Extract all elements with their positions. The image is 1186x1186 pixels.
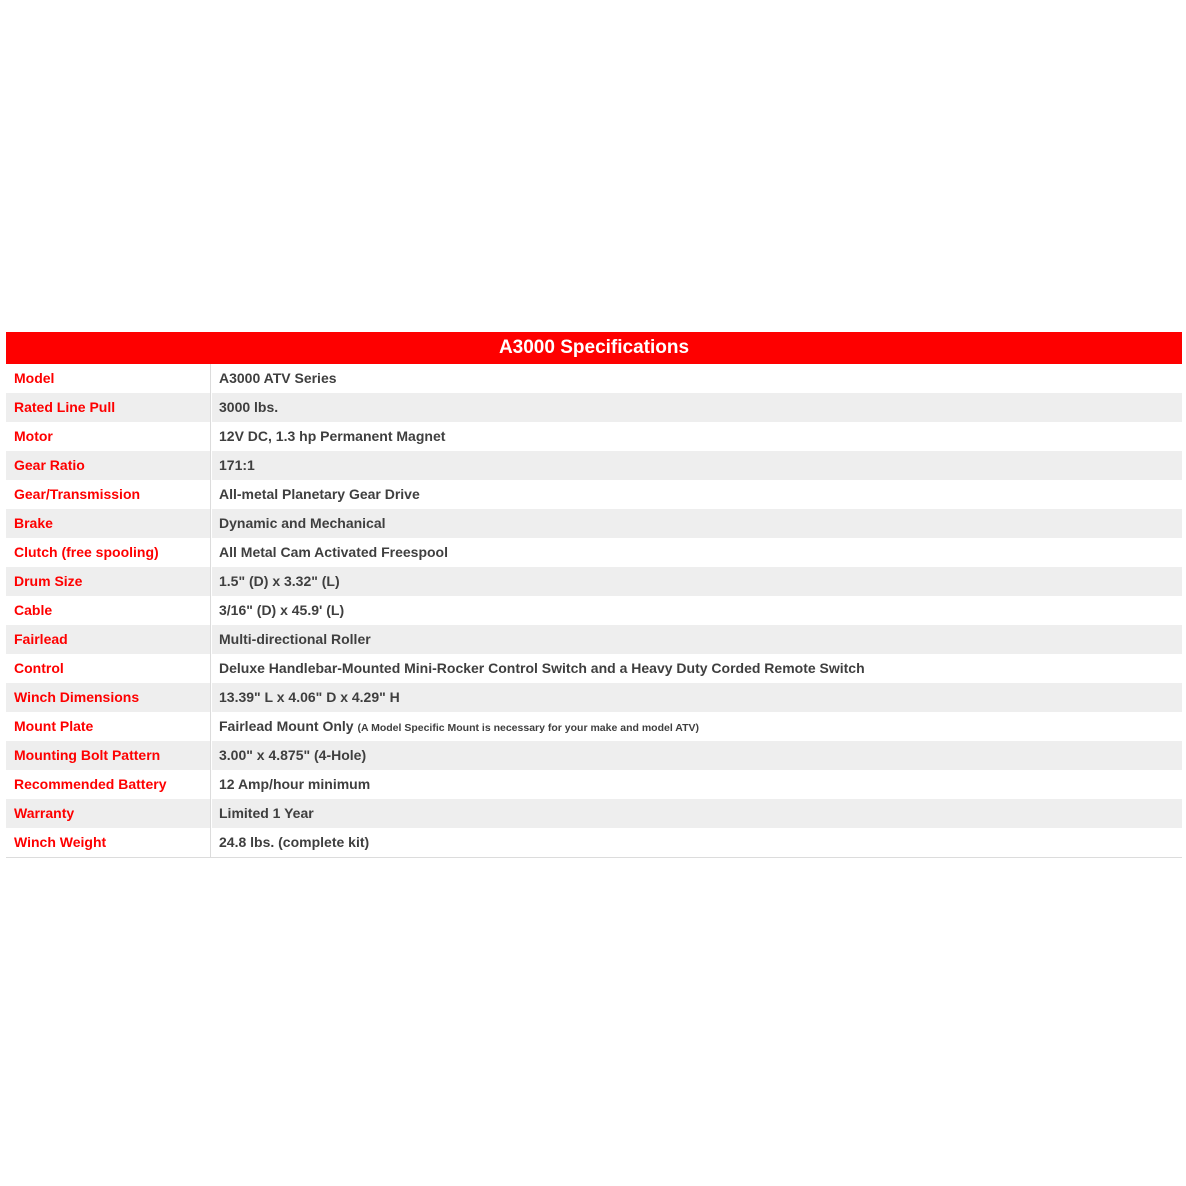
spec-table xyxy=(6,332,1182,858)
spec-row xyxy=(6,567,1182,596)
spec-row xyxy=(6,683,1182,712)
spec-row xyxy=(6,625,1182,654)
spec-row-value xyxy=(211,828,1182,857)
spec-row-value xyxy=(211,480,1182,509)
spec-row-value xyxy=(211,654,1182,683)
spec-row xyxy=(6,480,1182,509)
spec-row xyxy=(6,538,1182,567)
spec-row-label: Drum Size xyxy=(6,567,211,596)
spec-row-value xyxy=(211,364,1182,393)
spec-row-value-text: 3000 lbs. xyxy=(219,399,279,415)
spec-row-value-note: (A Model Specific Mount is necessary for your make and model ATV) xyxy=(357,722,699,734)
spec-row-value xyxy=(211,422,1182,451)
spec-row-value-text: 1.5" (D) x 3.32" (L) xyxy=(219,573,340,589)
spec-row-value-text: 3/16" (D) x 45.9' (L) xyxy=(219,602,345,618)
spec-row-value-text: All Metal Cam Activated Freespool xyxy=(219,544,448,560)
spec-row-value-text: Deluxe Handlebar-Mounted Mini-Rocker Control Switch and a Heavy Duty Corded Remote Switch xyxy=(219,660,865,676)
spec-row-value xyxy=(211,799,1182,828)
spec-row-value-text: All-metal Planetary Gear Drive xyxy=(219,486,420,502)
spec-row-label: Clutch (free spooling) xyxy=(6,538,211,567)
spec-row-value-text: Dynamic and Mechanical xyxy=(219,515,386,531)
spec-row-label: Winch Dimensions xyxy=(6,683,211,712)
spec-row xyxy=(6,799,1182,828)
spec-row-value-text: Fairlead Mount Only xyxy=(219,718,354,734)
spec-row-label: Winch Weight xyxy=(6,828,211,857)
spec-row-label: Motor xyxy=(6,422,211,451)
spec-row xyxy=(6,654,1182,683)
spec-row-value xyxy=(211,538,1182,567)
spec-row-label: Model xyxy=(6,364,211,393)
spec-row-value-text: 3.00" x 4.875" (4-Hole) xyxy=(219,747,367,763)
spec-rows xyxy=(6,364,1182,857)
spec-row-value xyxy=(211,712,1182,741)
spec-row-value xyxy=(211,683,1182,712)
spec-row-value-text: 171:1 xyxy=(219,457,255,473)
spec-table-title: A3000 Specifications xyxy=(6,332,1182,364)
spec-row-label: Rated Line Pull xyxy=(6,393,211,422)
spec-row xyxy=(6,364,1182,393)
spec-row-label: Control xyxy=(6,654,211,683)
spec-row-label: Fairlead xyxy=(6,625,211,654)
spec-row-label: Gear Ratio xyxy=(6,451,211,480)
spec-row-value-text: 13.39" L x 4.06" D x 4.29" H xyxy=(219,689,400,705)
spec-row-label: Brake xyxy=(6,509,211,538)
spec-row-value-text: 24.8 lbs. (complete kit) xyxy=(219,834,370,850)
spec-row xyxy=(6,712,1182,741)
spec-row xyxy=(6,393,1182,422)
spec-row-value-text: 12V DC, 1.3 hp Permanent Magnet xyxy=(219,428,446,444)
spec-row-label: Cable xyxy=(6,596,211,625)
spec-row-value xyxy=(211,451,1182,480)
spec-row-label: Warranty xyxy=(6,799,211,828)
spec-row xyxy=(6,451,1182,480)
spec-row-label: Recommended Battery xyxy=(6,770,211,799)
spec-row-value xyxy=(211,741,1182,770)
spec-row xyxy=(6,828,1182,857)
spec-row-value-text: Limited 1 Year xyxy=(219,805,314,821)
spec-row-value xyxy=(211,509,1182,538)
spec-row-label: Gear/Transmission xyxy=(6,480,211,509)
spec-row xyxy=(6,770,1182,799)
spec-row-value-text: Multi-directional Roller xyxy=(219,631,371,647)
spec-row-value xyxy=(211,625,1182,654)
spec-row-value xyxy=(211,567,1182,596)
spec-row-value-text: 12 Amp/hour minimum xyxy=(219,776,371,792)
spec-row-label: Mounting Bolt Pattern xyxy=(6,741,211,770)
spec-row-label: Mount Plate xyxy=(6,712,211,741)
spec-row xyxy=(6,509,1182,538)
spec-row xyxy=(6,596,1182,625)
spec-row-value xyxy=(211,393,1182,422)
spec-row-value xyxy=(211,596,1182,625)
spec-row xyxy=(6,422,1182,451)
spec-row-value xyxy=(211,770,1182,799)
spec-row-value-text: A3000 ATV Series xyxy=(219,370,337,386)
spec-row xyxy=(6,741,1182,770)
